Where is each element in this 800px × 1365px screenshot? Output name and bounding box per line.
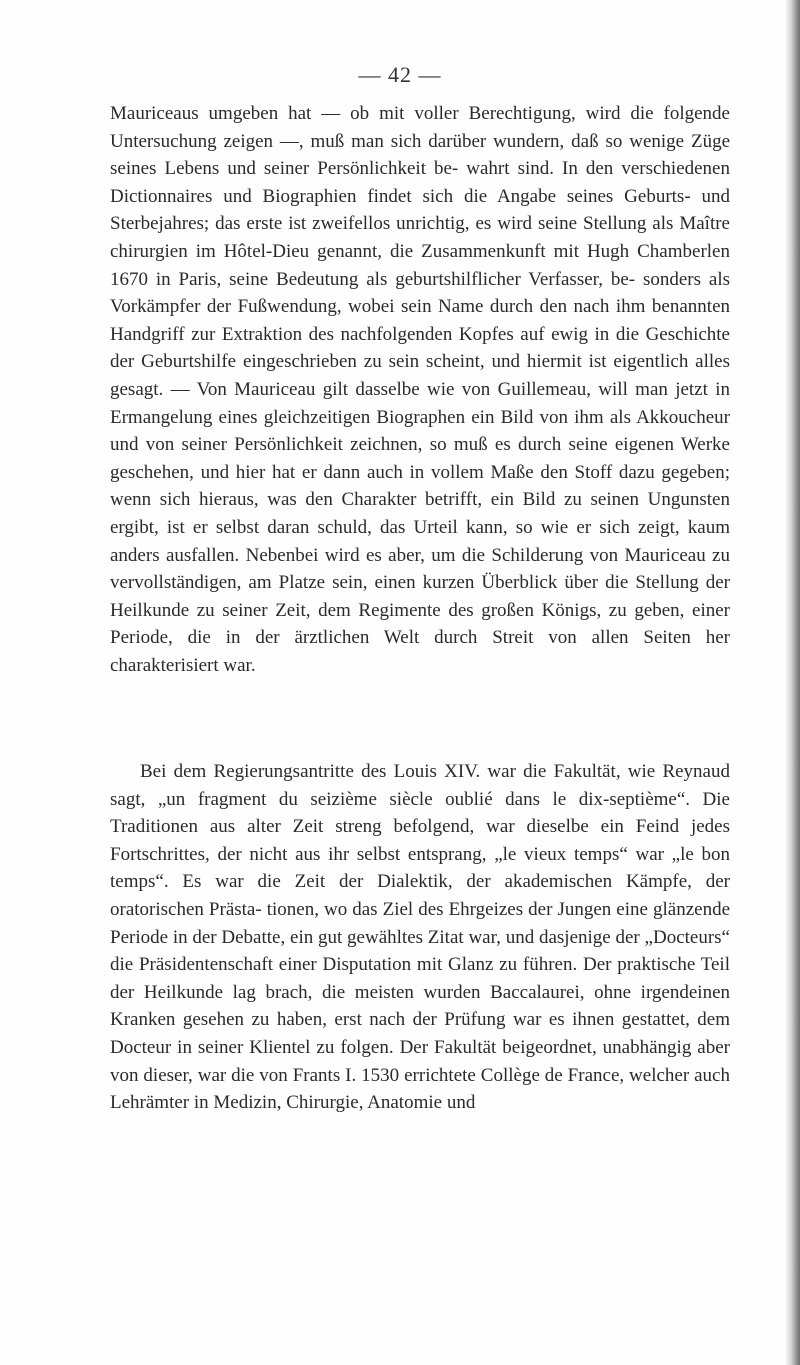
paragraph-2-text: Bei dem Regierungsantritte des Louis XIV. war die Fakultät, wie Reynaud sagt, „un fragment du seizième siècle oublié dans le dix-septième“. Die Traditionen aus alter Zeit streng befolgend, war dieselbe ein Feind jedes Fortschrittes, der nicht aus ihr selbst entsprang, „le vieux temps“ war „le bon temps“. Es war die Zeit der Dialektik, der akademischen Kämpfe, der oratorischen Prästa- tionen, wo das Ziel des Ehrgeizes der Jungen eine glänzende Periode in der Debatte, ein gut gewähltes Zitat war, und dasjenige der „Docteurs“ die Präsidentenschaft einer Disputation mit Glanz zu führen. Der praktische Teil der Heilkunde lag brach, die meisten wurden Baccalaurei, ohne irgendeinen Kranken gesehen zu haben, erst nach der Prüfung war es ihnen gestattet, dem Docteur in seiner Klientel zu folgen. Der Fakultät beigeordnet, unabhängig aber von dieser, war die von Frants I. 1530 errichtete Collège de France, welcher auch Lehrämter in Medizin, Chirurgie, Anatomie und: [110, 761, 730, 1114]
page-number: — 42 —: [358, 62, 442, 87]
paragraph-2: [110, 758, 730, 1117]
paragraph-1-text: Mauriceaus umgeben hat — ob mit voller Berechtigung, wird die folgende Untersuchung zeigen —, muß man sich darüber wundern, daß so wenige Züge seines Lebens und seiner Persönlichkeit be- wahrt sind. In den verschiedenen Dictionnaires und Biographien findet sich die Angabe seines Geburts- und Sterbejahres; das erste ist zweifellos unrichtig, es wird seine Stellung als Maître chirurgien im Hôtel-Dieu genannt, die Zusammenkunft mit Hugh Chamberlen 1670 in Paris, seine Bedeutung als geburtshilflicher Verfasser, be- sonders als Vorkämpfer der Fußwendung, wobei sein Name durch den nach ihm benannten Handgriff zur Extraktion des nachfolgenden Kopfes auf ewig in die Geschichte der Geburtshilfe eingeschrieben zu sein scheint, und hiermit ist eigentlich alles gesagt. — Von Mauriceau gilt dasselbe wie von Guillemeau, will man jetzt in Ermangelung eines gleichzeitigen Biographen ein Bild von ihm als Akkoucheur und von seiner Persönlichkeit zeichnen, so muß es durch seine eigenen Werke geschehen, und hier hat er dann auch in vollem Maße den Stoff dazu gegeben; wenn sich hieraus, was den Charakter betrifft, ein Bild zu seinen Ungunsten ergibt, ist er selbst daran schuld, das Urteil kann, so wie er sich zeigt, kaum anders ausfallen. Nebenbei wird es aber, um die Schilderung von Mauriceau zu vervollständigen, am Platze sein, einen kurzen Überblick über die Stellung der Heilkunde zu seiner Zeit, dem Regimente des großen Königs, zu geben, einer Periode, die in der ärztlichen Welt durch Streit von allen Seiten her charakterisiert war.: [110, 103, 730, 676]
paragraph-1: [110, 100, 730, 679]
page-edge-shadow: [786, 0, 800, 1365]
